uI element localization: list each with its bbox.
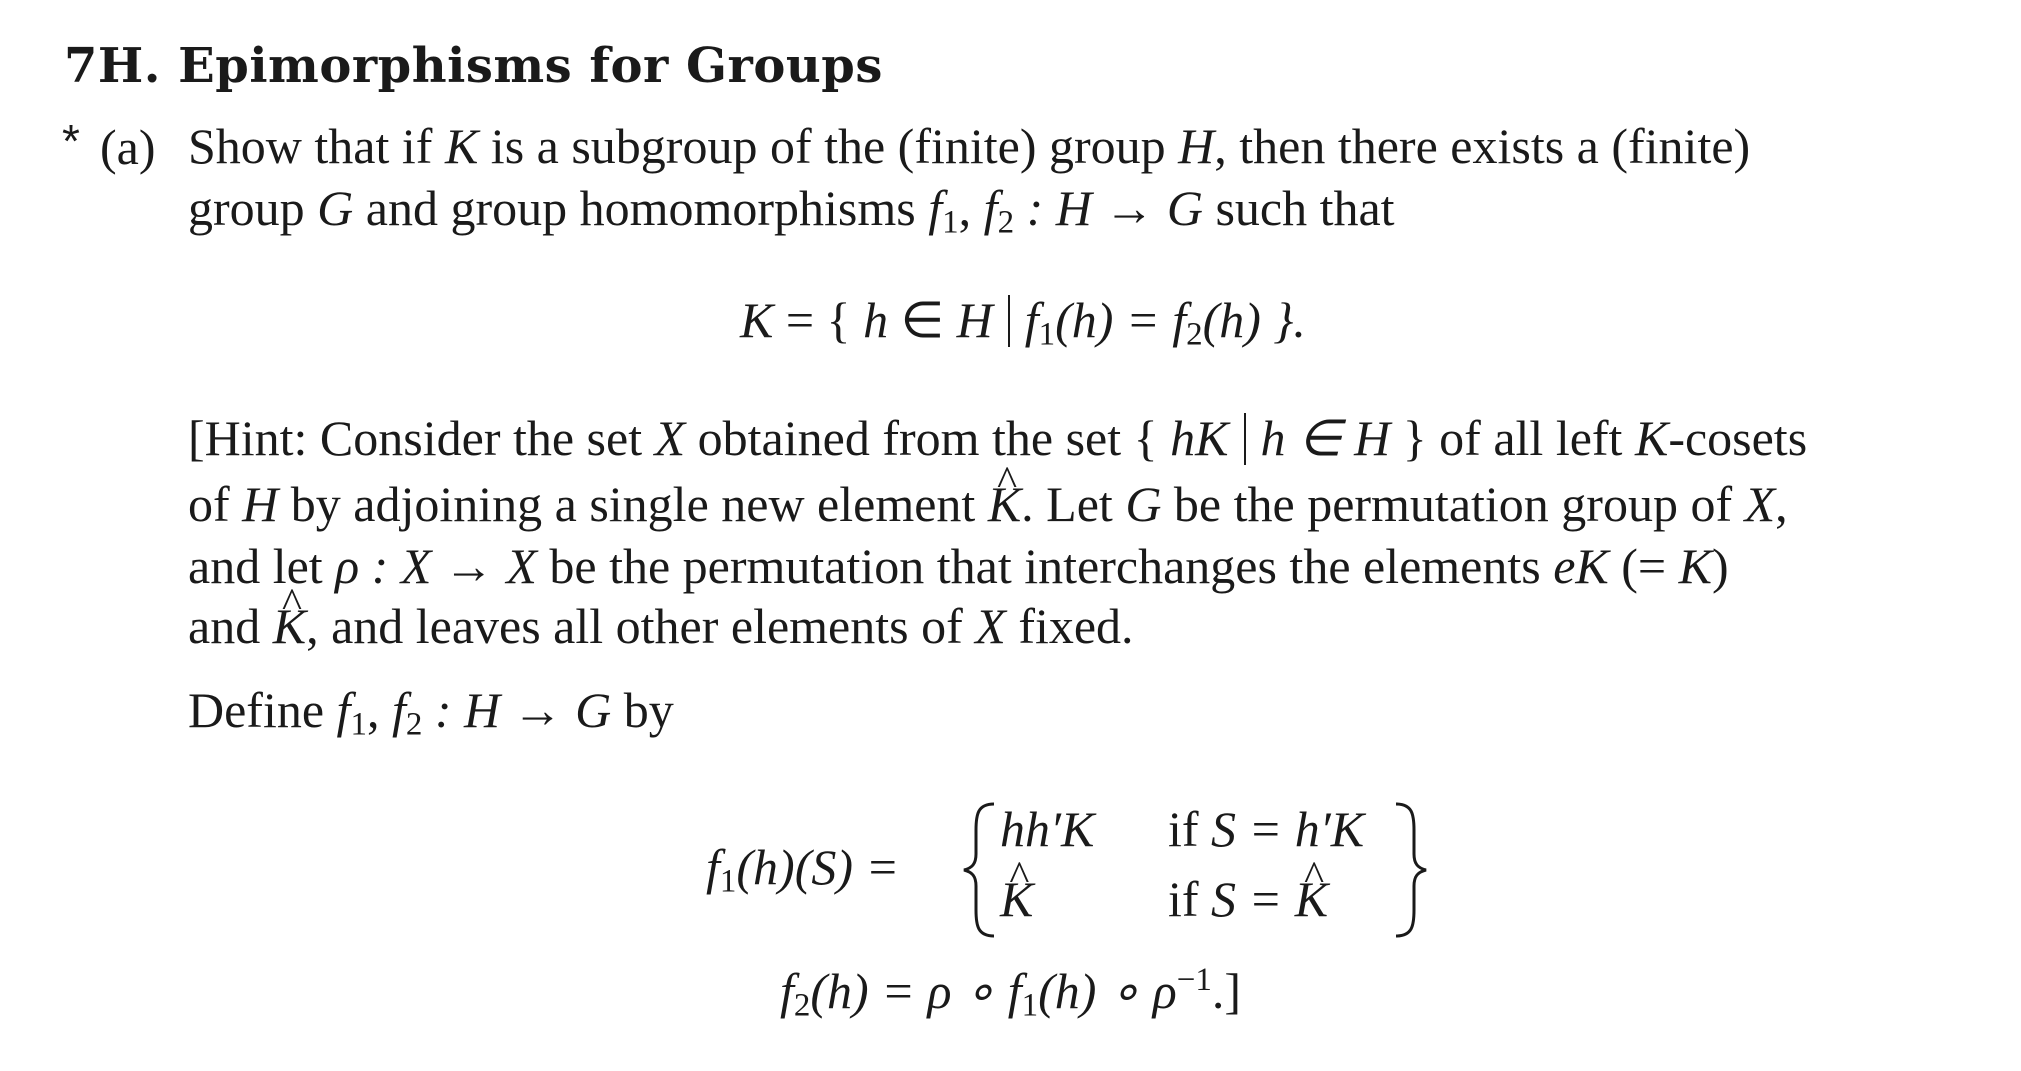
math-var: f <box>928 180 943 236</box>
set-builder-bar <box>1244 413 1246 466</box>
text-span: and let <box>188 538 336 594</box>
text-span: by <box>611 682 674 738</box>
math-var: f <box>780 963 794 1020</box>
kernel-equation <box>740 292 1306 354</box>
math-var: f <box>706 839 720 895</box>
math-var: f <box>336 682 351 738</box>
text-span: by adjoining a single new element <box>278 476 988 532</box>
math-var: h <box>1260 410 1286 466</box>
text-span: .] <box>1211 963 1242 1020</box>
subscript: 2 <box>405 706 423 743</box>
case-row-1-value <box>1000 800 1094 858</box>
math-var: X <box>975 598 1006 654</box>
text-span: , <box>958 180 984 236</box>
text-span: group <box>188 180 318 236</box>
math-var: hK <box>1170 410 1229 466</box>
math-var: G <box>317 180 354 236</box>
math-var: H <box>956 292 993 348</box>
math-expr: S = h′K <box>1211 801 1365 857</box>
math-op: = { <box>773 292 864 348</box>
define-line <box>188 682 674 744</box>
math-var-hat: ^ K <box>1000 870 1033 928</box>
text-span: [Hint: Consider the set <box>188 410 655 466</box>
math-expr: hh′K <box>1000 801 1095 857</box>
math-var: H <box>242 476 279 532</box>
math-var-hat: ^ K <box>988 476 1021 534</box>
hint-line-4 <box>188 598 1134 656</box>
text-span: be the permutation group of <box>1161 476 1745 532</box>
hint-line-2 <box>188 476 1788 534</box>
text-span: Define <box>188 682 337 738</box>
text-span: ) <box>1711 538 1729 594</box>
text-span: , <box>366 682 392 738</box>
text-span: . Let <box>1021 476 1126 532</box>
math-expr: S = <box>1211 871 1295 927</box>
text-span: is a subgroup of the (finite) group <box>478 118 1179 174</box>
text-span: and group homomorphisms <box>353 180 929 236</box>
math-map: ρ : X → X <box>335 538 537 594</box>
text-span: , then there exists a (finite) <box>1214 118 1751 174</box>
subscript: 2 <box>997 204 1015 241</box>
math-var: G <box>1125 476 1162 532</box>
text-span: obtained from the set { <box>685 410 1171 466</box>
difficulty-star-marker: * <box>62 115 80 167</box>
math-var: f <box>1024 292 1039 348</box>
subscript: 1 <box>719 863 737 900</box>
text-span: , and leaves all other elements of <box>306 598 976 654</box>
text-span: (= <box>1608 538 1679 594</box>
set-builder-bar <box>1008 295 1010 348</box>
text-span: , <box>1775 476 1788 532</box>
math-var: X <box>1744 476 1776 532</box>
text-span: and <box>188 598 273 654</box>
subscript: 1 <box>1038 316 1056 353</box>
part-label: (a) <box>100 119 156 175</box>
math-var: K <box>1634 410 1669 466</box>
math-var: H <box>1178 118 1215 174</box>
math-expr: (h) ∘ ρ <box>1038 963 1177 1020</box>
math-var: X <box>654 410 686 466</box>
subscript: 1 <box>350 706 367 743</box>
math-var-hat: ^ K <box>273 598 306 656</box>
text-span: of <box>188 476 243 532</box>
subscript: 2 <box>793 987 811 1024</box>
math-var: K <box>444 118 479 174</box>
math-var: h <box>863 292 889 348</box>
math-var: f <box>1007 963 1022 1020</box>
hint-line-3 <box>188 538 1729 596</box>
problem-line-1 <box>188 118 1750 176</box>
cases-lhs <box>706 838 899 900</box>
text-span: if <box>1168 871 1212 927</box>
math-expr: (h)(S) = <box>736 839 900 895</box>
problem-line-2 <box>188 180 1395 242</box>
text-span: be the permutation that interchanges the elements <box>536 538 1554 594</box>
math-var-hat: ^ K <box>1295 870 1328 928</box>
math-map: : H → G <box>422 682 612 738</box>
math-var: f <box>1172 292 1187 348</box>
case-row-2-condition <box>1168 870 1328 928</box>
subscript: 2 <box>1186 316 1203 353</box>
math-var: eK <box>1553 538 1609 594</box>
case-row-2-value <box>1000 870 1033 928</box>
superscript: −1 <box>1176 962 1212 998</box>
right-brace <box>1390 800 1430 940</box>
subscript: 1 <box>942 204 959 241</box>
math-var: K <box>740 292 774 348</box>
text-span: } of all left <box>1390 410 1635 466</box>
subscript: 1 <box>1021 987 1039 1024</box>
conjugation-equation <box>780 962 1241 1025</box>
math-expr: ∈ H <box>1285 410 1391 466</box>
text-span: Show that if <box>188 118 445 174</box>
math-map: : H → G <box>1014 180 1203 236</box>
section-heading: 7H. Epimorphisms for Groups <box>64 38 883 94</box>
case-row-1-condition <box>1168 800 1364 858</box>
math-var: f <box>391 682 406 738</box>
math-var: K <box>1678 538 1712 594</box>
math-var: f <box>983 180 998 236</box>
left-brace <box>960 800 1000 940</box>
text-span: such that <box>1202 180 1395 236</box>
text-span: fixed. <box>1005 598 1134 654</box>
math-expr: (h) = ρ ∘ <box>810 963 1008 1020</box>
math-expr: (h) = <box>1055 292 1173 348</box>
text-span: -cosets <box>1668 410 1808 466</box>
text-span: if <box>1168 801 1212 857</box>
math-op: ∈ <box>888 292 957 348</box>
math-expr: (h) }. <box>1202 292 1306 348</box>
